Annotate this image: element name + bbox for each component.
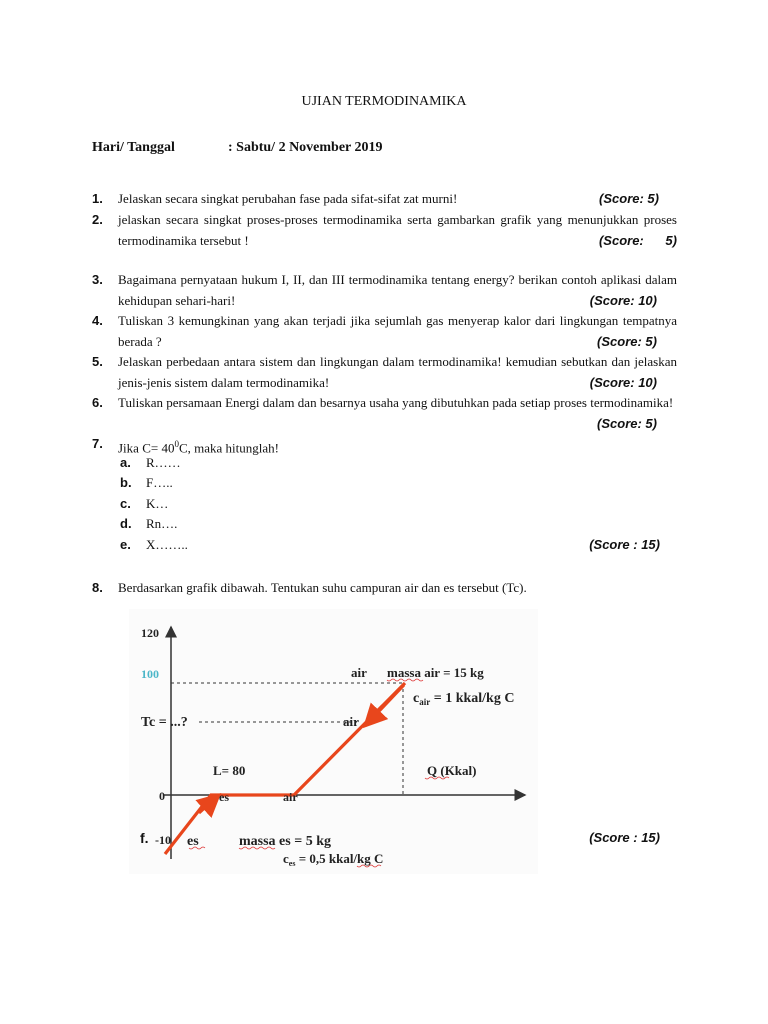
question-text: Jelaskan perbedaan antara sistem dan lingkungan dalam termodinamika! kemudian sebutkan dan jelaskan jenis-jenis sistem dalam termodinamika! — [118, 354, 677, 390]
question-score: (Score: 5) — [597, 415, 657, 431]
question-2 — [92, 210, 677, 251]
question-text: Berdasarkan grafik dibawah. Tentukan suhu campuran air dan es tersebut (Tc). — [118, 580, 527, 595]
question-score: (Score: 5) — [599, 191, 659, 206]
label-es-axis: es — [219, 790, 229, 804]
sub-item-c: c. K… — [120, 496, 169, 511]
label-air-top: air — [351, 665, 367, 680]
label-c-air: $c_{air} = 1$ kkal/kg C — [413, 691, 515, 707]
question-text: Tuliskan persamaan Energi dalam dan besarnya usaha yang dibutuhkan pada setiap proses termodinamika! — [118, 395, 674, 410]
question-4 — [92, 311, 677, 352]
label-zero: 0 — [159, 789, 165, 803]
degree-superscript: 0 — [174, 439, 179, 449]
label-massa-es: massa es = 5 kg — [239, 834, 331, 849]
label-neg10: -10 — [155, 833, 171, 847]
label-tc: Tc = ...? — [141, 715, 188, 730]
label-massa-air: massa air = 15 kg — [387, 665, 484, 680]
date-row — [92, 140, 383, 156]
item-f-label: f. — [140, 830, 149, 846]
sub-item-e: e. X…….. — [120, 537, 188, 552]
question-1 — [92, 189, 677, 210]
question-number: 2. — [92, 212, 103, 227]
question-score: (Score: 10) — [589, 374, 657, 390]
question-3 — [92, 270, 677, 311]
arrow-water — [365, 685, 404, 726]
sub-item-a: a. R…… — [120, 455, 181, 470]
sub-item-b: b. F….. — [120, 475, 173, 490]
question-score: (Score: 10) — [589, 292, 657, 308]
label-air-axis: air — [283, 790, 298, 804]
sub-item-d: d. Rn…. — [120, 516, 178, 531]
question-text: Jika C= 40 — [118, 440, 175, 456]
label-es-bottom: es — [187, 834, 199, 849]
label-100: 100 — [141, 667, 159, 681]
process-line — [165, 683, 405, 854]
question-7-score: (Score : 15) — [589, 537, 660, 552]
question-8-score: (Score : 15) — [589, 830, 660, 845]
question-text: Bagaimana pernyataan hukum I, II, dan III termodinamika tentang energy? berikan contoh aplikasi dalam kehidupan sehari-hari! — [118, 272, 677, 308]
question-number: 1. — [92, 191, 103, 206]
label-latent: L= 80 — [213, 763, 246, 778]
question-number: 7. — [92, 436, 103, 451]
question-text: jelaskan secara singkat proses-proses termodinamika serta gambarkan grafik yang menunjukkan proses termodinamika tersebut ! — [118, 212, 677, 248]
question-number: 3. — [92, 272, 103, 287]
label-c-es: $c_{es} = 0,5$ kkal/kg C — [283, 851, 384, 868]
question-6 — [92, 393, 677, 434]
question-text: Jelaskan secara singkat perubahan fase pada sifat-sifat zat murni! — [118, 191, 458, 206]
date-label: Hari/ Tanggal — [92, 140, 175, 155]
label-120: 120 — [141, 626, 159, 640]
question-number: 4. — [92, 313, 103, 328]
question-8 — [92, 578, 677, 599]
label-q-axis: Q (Kkal) — [427, 763, 477, 778]
page-title: UJIAN TERMODINAMIKA — [301, 94, 467, 109]
question-number: 8. — [92, 580, 103, 595]
question-text-end: C, maka hitunglah! — [178, 440, 279, 456]
phase-diagram — [129, 609, 538, 874]
question-text: Tuliskan 3 kemungkinan yang akan terjadi jika sejumlah gas menyerap kalor dari lingkungan tempatnya berada ? — [118, 313, 677, 349]
question-score: (Score: 5) — [597, 333, 657, 349]
label-air-mid: air — [343, 714, 359, 729]
question-score: (Score: 5) — [598, 232, 677, 248]
date-value: : Sabtu/ 2 November 2019 — [228, 140, 383, 155]
question-number: 5. — [92, 354, 103, 369]
question-number: 6. — [92, 395, 103, 410]
question-5 — [92, 352, 677, 393]
